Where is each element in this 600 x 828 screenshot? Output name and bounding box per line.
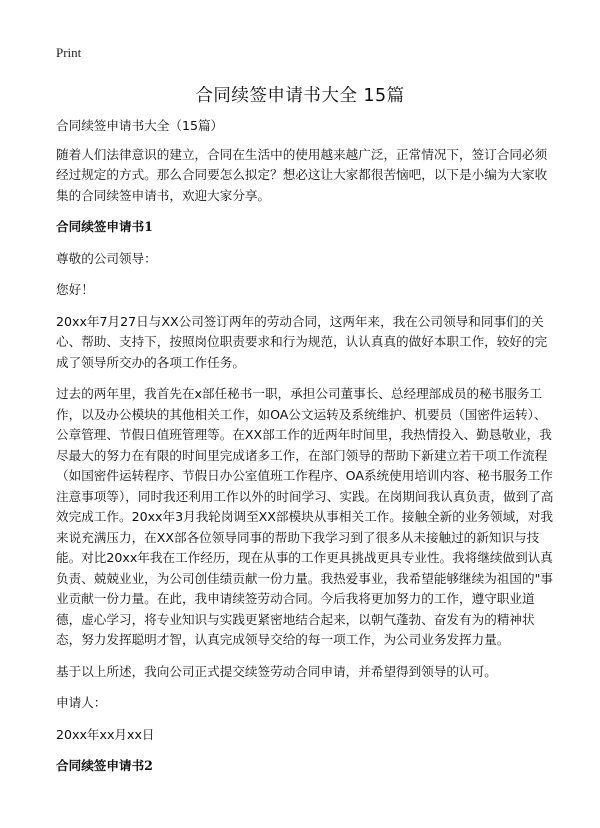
salutation: 尊敬的公司领导： [56, 250, 157, 266]
intro-paragraph: 随着人们法律意识的建立，合同在生活中的使用越来越广泛，正常情况下，签订合同必须经过规定的方式。那么合同要怎么拟定？想必这让大家都很苦恼吧，以下是小编为大家收集的合同续签申请书，欢迎大家分享。 [56, 146, 548, 203]
body-paragraph-3: 基于以上所述，我向公司正式提交续签劳动合同申请，并希望得到领导的认可。 [56, 663, 497, 679]
print-link[interactable]: Print [56, 45, 82, 60]
body-paragraph-2: 过去的两年里，我首先在x部任秘书一职，承担公司董事长、总经理部成员的秘书服务工作，以及办公模块的其他相关工作，如OA公文运转及系统维护、机要员（国密件运转）、公章管理、节假日值班管理等。在XX部工作的近两年时间里，我热情投入、勤恳敬业，我尽最大的努力在有限的时间里完成诸多工作，在部门领导的帮助下新建立若干项工作流程（如国密件运转程序、节假日办公室值班工作程序、OA系统使用培训内容、秘书服务工作注意事项等），同时我还利用工作以外的时间学习、实践。在岗期间我认真负责，做到了高效完成工作。20xx年3月我轮岗调至XX部模块从事相关工作。接触全新的业务领域，对我来说充满压力，在XX部各位领导同事的帮助下我学习到了很多从未接触过的新知识与技能。对比20xx年我在工作经历，现在从事的工作更具挑战更具专业性。我将继续做到认真负责、兢兢业业，为公司创佳绩贡献一份力量。我热爱事业，我希望能够继续为祖国的"事业贡献一份力量。在此，我申请续签劳动合同。今后我将更加努力的工作，遵守职业道德，虚心学习，将专业知识与实践更紧密地结合起来，以朝气蓬勃、奋发有为的精神状态，努力发挥聪明才智，认真完成领导交给的每一项工作，为公司业务发挥力量。 [56, 386, 554, 647]
document-title: 合同续签申请书大全 15篇 [195, 86, 405, 106]
document-subtitle: 合同续签申请书大全（15篇） [56, 118, 224, 133]
signature-line: 申请人： [56, 695, 107, 710]
body-paragraph-1: 20xx年7月27日与XX公司签订两年的劳动合同，这两年来，我在公司领导和同事们的关心、帮助、支持下，按照岗位职责要求和行为规范，认认真真的做好本职工作，较好的完成了领导所交办的各项工作任务。 [56, 313, 548, 370]
date-line: 20xx年xx月xx日 [56, 726, 155, 742]
greeting: 您好！ [56, 282, 94, 297]
section-heading-2: 合同续签申请书2 [56, 758, 153, 773]
section-heading-1: 合同续签申请书1 [56, 219, 153, 234]
document-body [56, 116, 556, 788]
